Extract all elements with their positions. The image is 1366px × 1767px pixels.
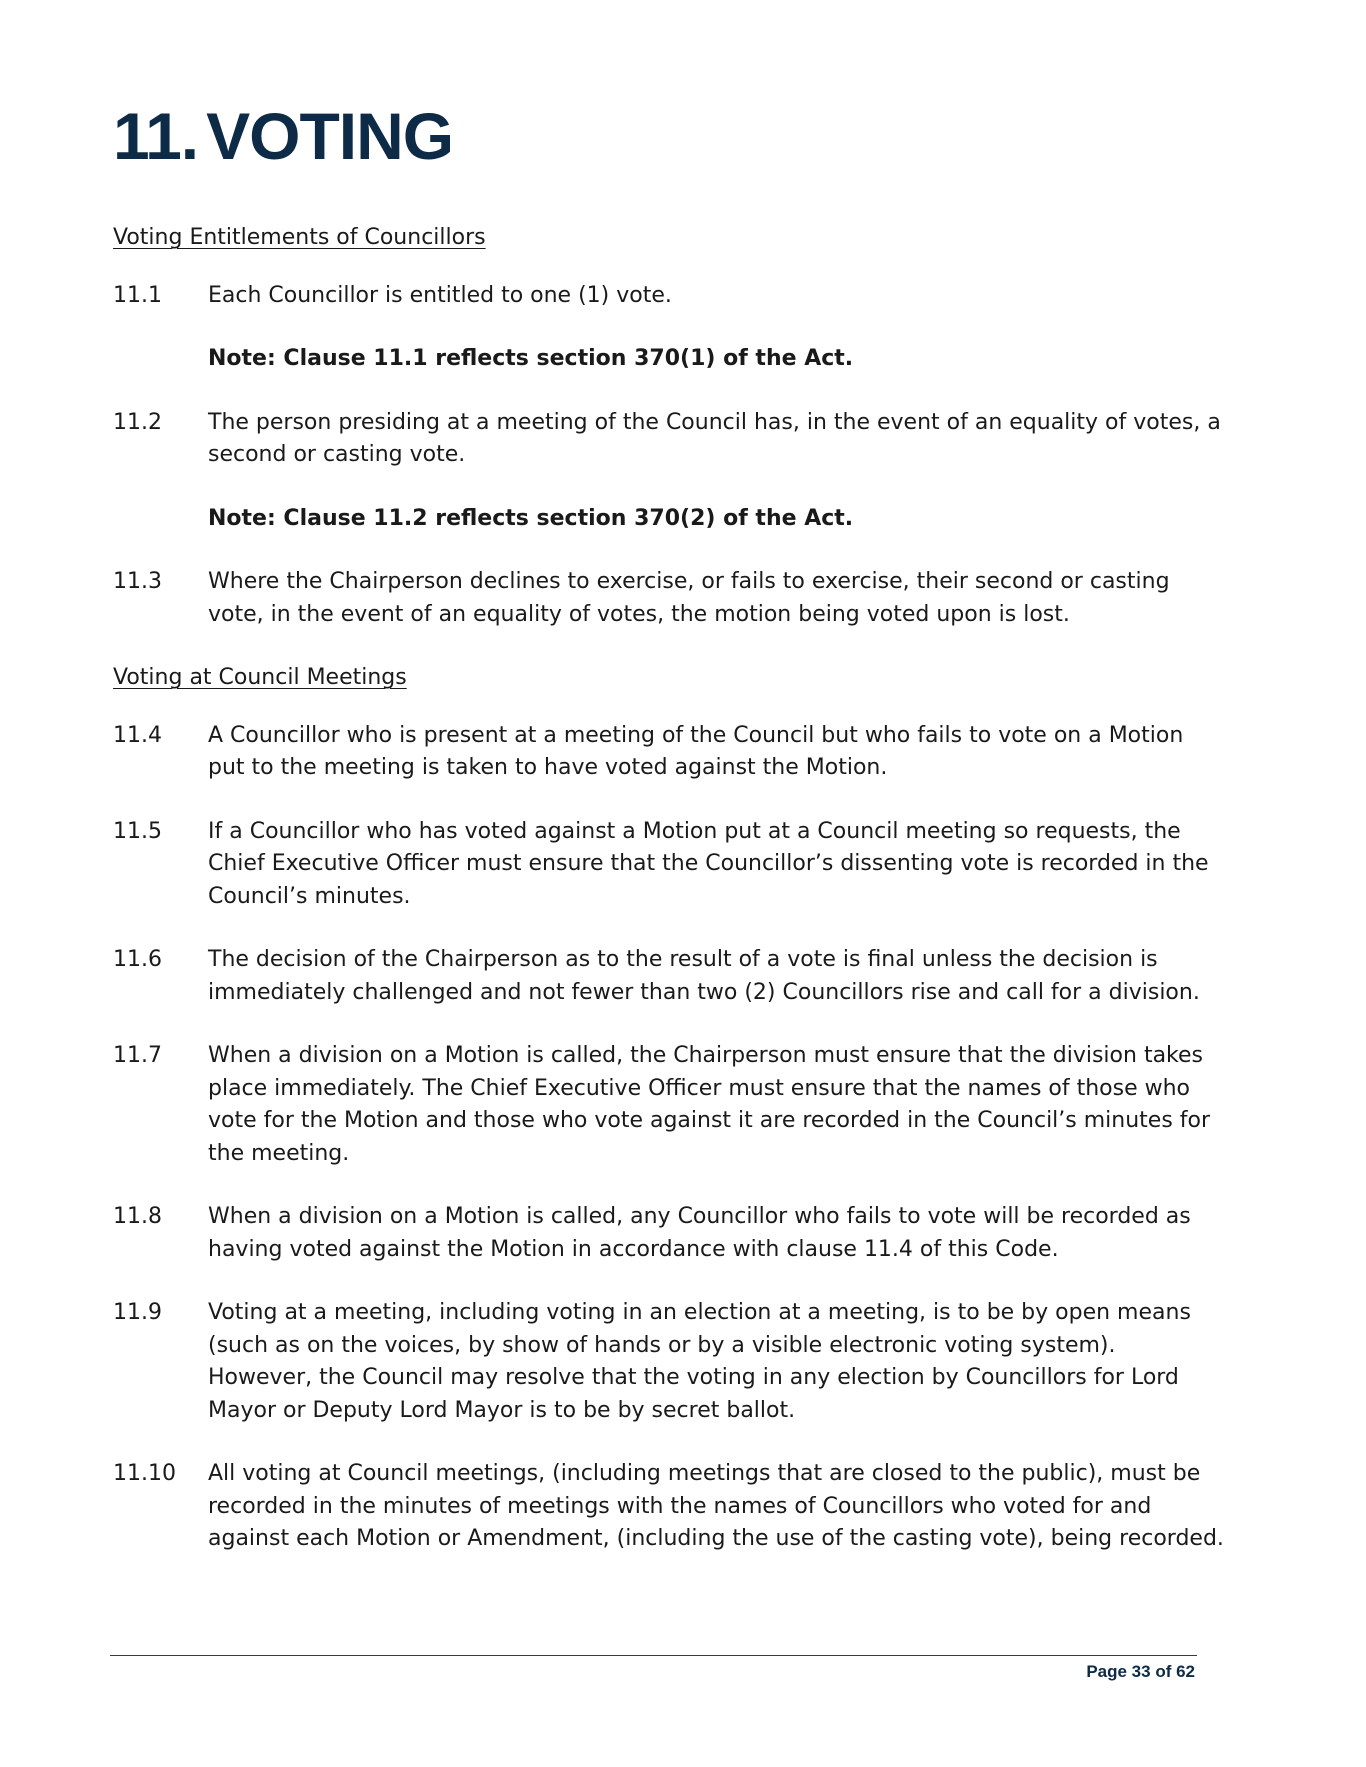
- clause-number: 11.1: [113, 282, 162, 308]
- clause-11-1: [113, 280, 1225, 313]
- clause-note-11-1: Note: Clause 11.1 reflects section 370(1) of the Act.: [208, 346, 854, 371]
- clause-11-2: [113, 407, 1225, 472]
- clause-number: 11.4: [113, 722, 162, 748]
- section-number: 11.: [113, 99, 199, 173]
- clause-number: 11.5: [113, 818, 162, 844]
- clause-number: 11.8: [113, 1204, 162, 1229]
- section-heading: [113, 98, 453, 174]
- clause-number: 11.2: [113, 409, 162, 435]
- clause-11-9: [113, 1297, 1225, 1427]
- page-number: Page 33 of 62: [1086, 1662, 1195, 1681]
- clause-text: Voting at a meeting, including voting in an election at a meeting, is to be by open means (such as on the voices, by show of hands or by a visible electronic voting system). However, the Council may resolve that the voting in any election by Councillors for Lord Mayor or Deputy Lord Mayor is to be by secret ballot.: [208, 1300, 1191, 1423]
- clause-number: 11.3: [113, 569, 162, 594]
- clause-text: When a division on a Motion is called, the Chairperson must ensure that the division takes place immediately. The Chief Executive Officer must ensure that the names of those who vote for the Motion and those who vote against it are recorded in the Council’s minutes for the meeting.: [208, 1043, 1211, 1166]
- subheading-voting-at-council-meetings: Voting at Council Meetings: [113, 665, 407, 690]
- subheading-voting-entitlements: Voting Entitlements of Councillors: [113, 225, 486, 250]
- clause-number: 11.9: [113, 1300, 162, 1325]
- clause-11-10: [113, 1458, 1225, 1556]
- document-body: [113, 222, 1225, 1587]
- clause-text: If a Councillor who has voted against a Motion put at a Council meeting so requests, the Chief Executive Officer must ensure that the Councillor’s dissenting vote is recorded in the Council’s minutes.: [208, 818, 1209, 909]
- clause-text: The person presiding at a meeting of the Council has, in the event of an equality of votes, a second or casting vote.: [208, 409, 1221, 467]
- clause-text: Where the Chairperson declines to exercise, or fails to exercise, their second or casting vote, in the event of an equality of votes, the motion being voted upon is lost.: [208, 569, 1170, 627]
- clause-11-6: [113, 944, 1225, 1009]
- clause-text: When a division on a Motion is called, any Councillor who fails to vote will be recorded as having voted against the Motion in accordance with clause 11.4 of this Code.: [208, 1204, 1191, 1262]
- clause-text: Each Councillor is entitled to one (1) vote.: [208, 282, 672, 308]
- clause-11-8: [113, 1201, 1225, 1266]
- clause-11-5: [113, 816, 1225, 914]
- clause-11-7: [113, 1040, 1225, 1170]
- clause-number: 11.6: [113, 947, 162, 972]
- clause-note-11-2: Note: Clause 11.2 reflects section 370(2) of the Act.: [208, 505, 854, 531]
- clause-number: 11.7: [113, 1043, 162, 1068]
- clause-number: 11.10: [113, 1461, 176, 1486]
- clause-11-3: [113, 566, 1225, 631]
- clause-text: A Councillor who is present at a meeting of the Council but who fails to vote on a Motion put to the meeting is taken to have voted against the Motion.: [208, 722, 1184, 780]
- footer-divider: [110, 1655, 1197, 1656]
- clause-text: All voting at Council meetings, (including meetings that are closed to the public), must be recorded in the minutes of meetings with the names of Councillors who voted for and against each Motion or Amendment, (including the use of the casting vote), being recorded.: [208, 1461, 1224, 1551]
- section-title: VOTING: [206, 99, 454, 173]
- clause-11-4: [113, 720, 1225, 785]
- clause-text: The decision of the Chairperson as to the result of a vote is final unless the decision is immediately challenged and not fewer than two (2) Councillors rise and call for a division.: [208, 947, 1200, 1005]
